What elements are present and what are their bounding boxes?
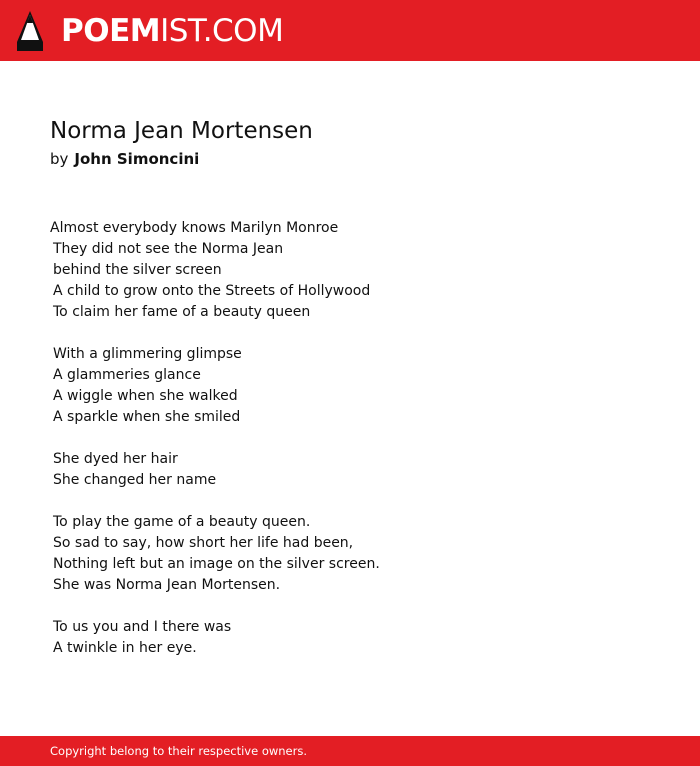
logo-text-bold: POEM [61, 13, 161, 49]
poem-line: A twinkle in her eye. [53, 640, 197, 656]
site-footer [0, 736, 700, 766]
poem-line: A sparkle when she smiled [53, 409, 241, 425]
poem-title: Norma Jean Mortensen [50, 118, 313, 144]
poem-content [50, 114, 650, 680]
poem-body [50, 218, 650, 659]
poem-byline [50, 148, 650, 170]
poem-line: To us you and I there was [53, 619, 232, 635]
poem-line: behind the silver screen [53, 262, 222, 278]
poem-stanza-5 [50, 617, 650, 659]
poem-line: A glammeries glance [53, 367, 201, 383]
poem-line: So sad to say, how short her life had been, [53, 535, 354, 551]
poem-stanza-4 [50, 512, 650, 596]
poem-line: Nothing left but an image on the silver screen. [53, 556, 380, 572]
poem-line: They did not see the Norma Jean [53, 241, 284, 257]
poem-line: To play the game of a beauty queen. [53, 514, 311, 530]
poem-line: Almost everybody knows Marilyn Monroe [50, 220, 339, 236]
logo-text-light: IST.COM [160, 13, 284, 49]
by-label: by [50, 150, 69, 168]
poem-stanza-2 [50, 344, 650, 428]
poem-line: She changed her name [53, 472, 217, 488]
poem-line: A wiggle when she walked [53, 388, 238, 404]
site-logo[interactable] [61, 11, 283, 51]
poem-line: A child to grow onto the Streets of Hollywood [53, 283, 371, 299]
poem-line: She dyed her hair [53, 451, 178, 467]
poem-stanza-1 [50, 218, 650, 323]
poem-author: John Simoncini [74, 150, 200, 168]
site-header [0, 0, 700, 61]
poem-line: She was Norma Jean Mortensen. [53, 577, 281, 593]
copyright-text: Copyright belong to their respective owners. [50, 744, 308, 758]
poem-line: With a glimmering glimpse [53, 346, 242, 362]
poem-line: To claim her fame of a beauty queen [53, 304, 311, 320]
poem-stanza-3 [50, 449, 650, 491]
pencil-tip-icon [16, 10, 44, 52]
